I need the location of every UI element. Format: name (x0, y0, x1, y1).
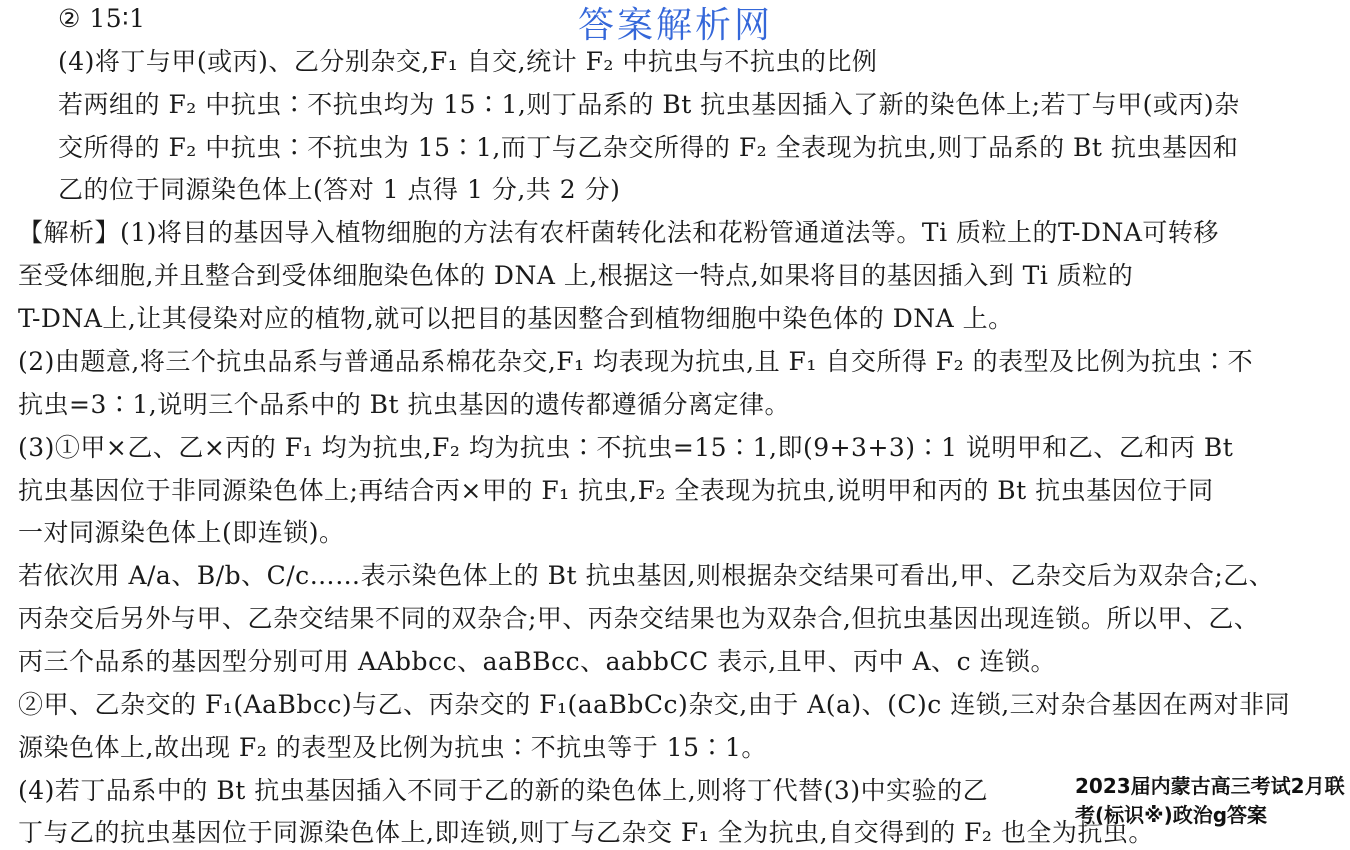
text-line: 至受体细胞,并且整合到受体细胞染色体的 DNA 上,根据这一特点,如果将目的基因插入到 Ti 质粒的 (18, 261, 1134, 290)
text-line: 乙的位于同源染色体上(答对 1 点得 1 分,共 2 分) (58, 175, 621, 204)
text-line: 抗虫=3∶1,说明三个品系中的 Bt 抗虫基因的遗传都遵循分离定律。 (18, 390, 791, 419)
text-line: 丙杂交后另外与甲、乙杂交结果不同的双杂合;甲、丙杂交结果也为双杂合,但抗虫基因出现连锁。所以甲、乙、 (18, 604, 1260, 633)
exam-title-overlay: 考(标识※)政治g答案 (1075, 803, 1268, 827)
text-line: 抗虫基因位于非同源染色体上;再结合丙×甲的 F₁ 抗虫,F₂ 全表现为抗虫,说明甲和丙的 Bt 抗虫基因位于同 (18, 476, 1214, 505)
site-watermark: 答案解析网 (578, 5, 774, 46)
text-line: (2)由题意,将三个抗虫品系与普通品系棉花杂交,F₁ 均表现为抗虫,且 F₁ 自交所得 F₂ 的表型及比例为抗虫∶不 (18, 347, 1254, 376)
text-line: 若两组的 F₂ 中抗虫∶不抗虫均为 15∶1,则丁品系的 Bt 抗虫基因插入了新的染色体上;若丁与甲(或丙)杂 (58, 90, 1240, 119)
text-line: ②甲、乙杂交的 F₁(AaBbcc)与乙、丙杂交的 F₁(aaBbCc)杂交,由于 A(a)、(C)c 连锁,三对杂合基因在两对非同 (18, 690, 1291, 719)
text-line: 丁与乙的抗虫基因位于同源染色体上,即连锁,则丁与乙杂交 F₁ 全为抗虫,自交得到的 F₂ 也全为抗虫。 (18, 818, 1154, 847)
text-line: T-DNA上,让其侵染对应的植物,就可以把目的基因整合到植物细胞中染色体的 DNA 上。 (18, 304, 1014, 333)
text-line: 源染色体上,故出现 F₂ 的表型及比例为抗虫∶不抗虫等于 15∶1。 (18, 733, 767, 762)
exam-title-overlay: 2023届内蒙古高三考试2月联 (1075, 774, 1345, 798)
text-line: (4)若丁品系中的 Bt 抗虫基因插入不同于乙的新的染色体上,则将丁代替(3)中实验的乙 (18, 776, 989, 805)
analysis-heading-line: 【解析】(1)将目的基因导入植物细胞的方法有农杆菌转化法和花粉管通道法等。Ti 质粒上的T-DNA可转移 (18, 218, 1219, 247)
text-line: (3)①甲×乙、乙×丙的 F₁ 均为抗虫,F₂ 均为抗虫∶不抗虫=15∶1,即(9+3+3)∶1 说明甲和乙、乙和丙 Bt (18, 433, 1234, 462)
text-line: (4)将丁与甲(或丙)、乙分别杂交,F₁ 自交,统计 F₂ 中抗虫与不抗虫的比例 (58, 47, 878, 76)
text-line: ② 15∶1 (58, 4, 146, 33)
text-line: 若依次用 A/a、B/b、C/c……表示染色体上的 Bt 抗虫基因,则根据杂交结果可看出,甲、乙杂交后为双杂合;乙、 (18, 561, 1275, 590)
text-line: 交所得的 F₂ 中抗虫∶不抗虫为 15∶1,而丁与乙杂交所得的 F₂ 全表现为抗虫,则丁品系的 Bt 抗虫基因和 (58, 133, 1239, 162)
text-line: 丙三个品系的基因型分别可用 AAbbcc、aaBBcc、aabbCC 表示,且甲、丙中 A、c 连锁。 (18, 647, 1057, 676)
text-line: 一对同源染色体上(即连锁)。 (18, 518, 345, 547)
